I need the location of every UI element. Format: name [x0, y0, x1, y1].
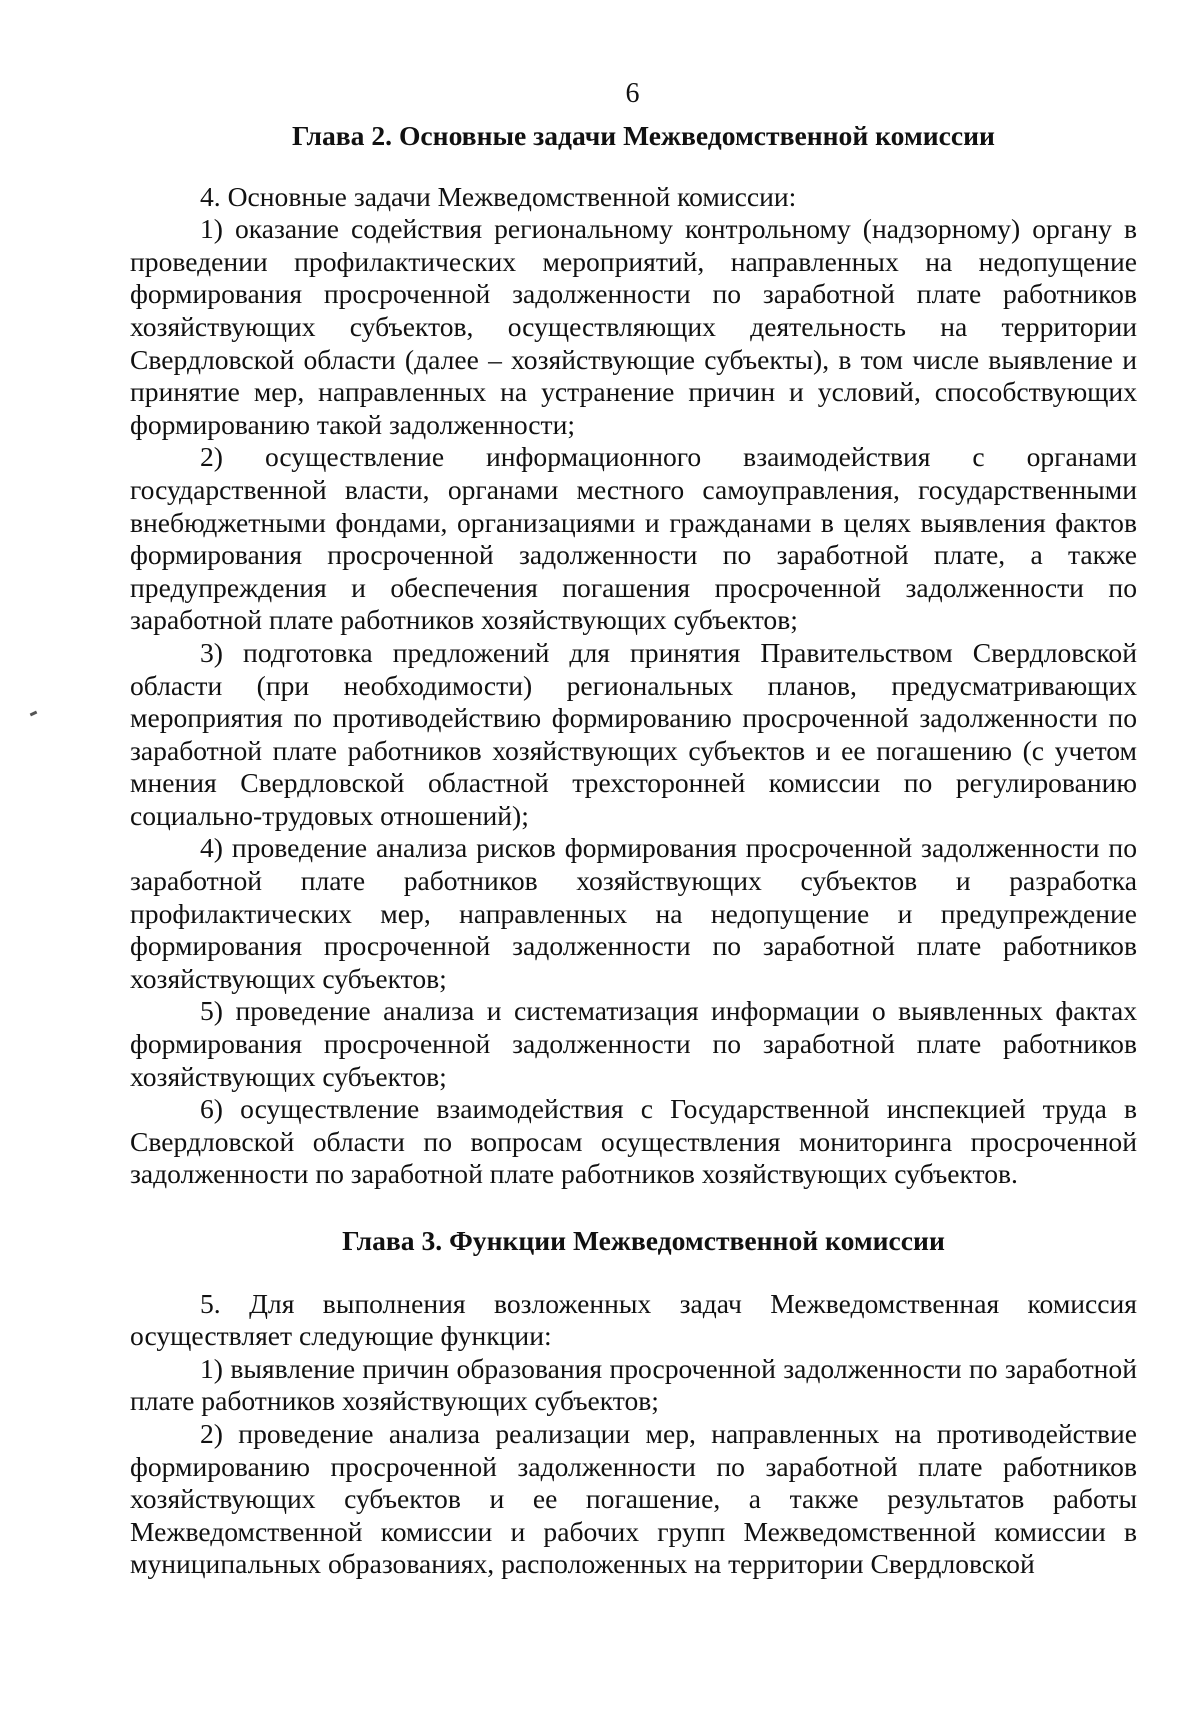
item-5-2: 2) проведение анализа реализации мер, направленных на противодействие формированию просроченной задолженности по заработной плате работников хозяйствующих субъектов и ее погашение, а также результатов работы Межведомственной комиссии и рабочих групп Межведомственной комиссии в муниципальных образованиях, расположенных на территории Свердловской	[130, 1417, 1137, 1580]
item-5-1: 1) выявление причин образования просроченной задолженности по заработной плате работников хозяйствующих субъектов;	[130, 1352, 1137, 1417]
document-body	[130, 120, 1137, 1581]
paragraph-4: 4. Основные задачи Межведомственной комиссии:	[200, 180, 797, 212]
item-4-3: 3) подготовка предложений для принятия Правительством Свердловской области (при необходимости) региональных планов, предусматривающих мероприятия по противодействию формированию просроченной задолженности по заработной плате работников хозяйствующих субъектов и ее погашению (с учетом мнения Свердловской областной трехсторонней комиссии по регулированию социально-трудовых отношений);	[130, 636, 1137, 831]
item-4-2: 2) осуществление информационного взаимодействия с органами государственной власти, органами местного самоуправления, государственными внебюджетными фондами, организациями и гражданами в целях выявления фактов формирования просроченной задолженности по заработной плате, а также предупреждения и обеспечения погашения просроченной задолженности по заработной плате работников хозяйствующих субъектов;	[130, 441, 1137, 636]
item-4-5: 5) проведение анализа и систематизация информации о выявленных фактах формирования просроченной задолженности по заработной плате работников хозяйствующих субъектов;	[130, 995, 1137, 1092]
item-4-1: 1) оказание содействия региональному контрольному (надзорному) органу в проведении профилактических мероприятий, направленных на недопущение формирования просроченной задолженности по заработной плате работников хозяйствующих субъектов, осуществляющих деятельность на территории Свердловской области (далее – хозяйствующие субъекты), в том числе выявление и принятие мер, направленных на устранение причин и условий, способствующих формированию такой задолженности;	[130, 213, 1137, 440]
chapter-2-heading: Глава 2. Основные задачи Межведомственной комиссии	[292, 120, 995, 151]
page-number: 6	[625, 78, 640, 109]
scan-mark	[30, 711, 38, 717]
paragraph-5: 5. Для выполнения возложенных задач Межведомственная комиссия осуществляет следующие функции:	[130, 1287, 1137, 1352]
item-4-4: 4) проведение анализа рисков формирования просроченной задолженности по заработной плате работников хозяйствующих субъектов и разработка профилактических мер, направленных на недопущение и предупреждение формирования просроченной задолженности по заработной плате работников хозяйствующих субъектов;	[130, 832, 1137, 994]
chapter-3-heading: Глава 3. Функции Межведомственной комиссии	[342, 1225, 945, 1256]
item-4-6: 6) осуществление взаимодействия с Государственной инспекцией труда в Свердловской области по вопросам осуществления мониторинга просроченной задолженности по заработной плате работников хозяйствующих субъектов.	[130, 1093, 1137, 1190]
